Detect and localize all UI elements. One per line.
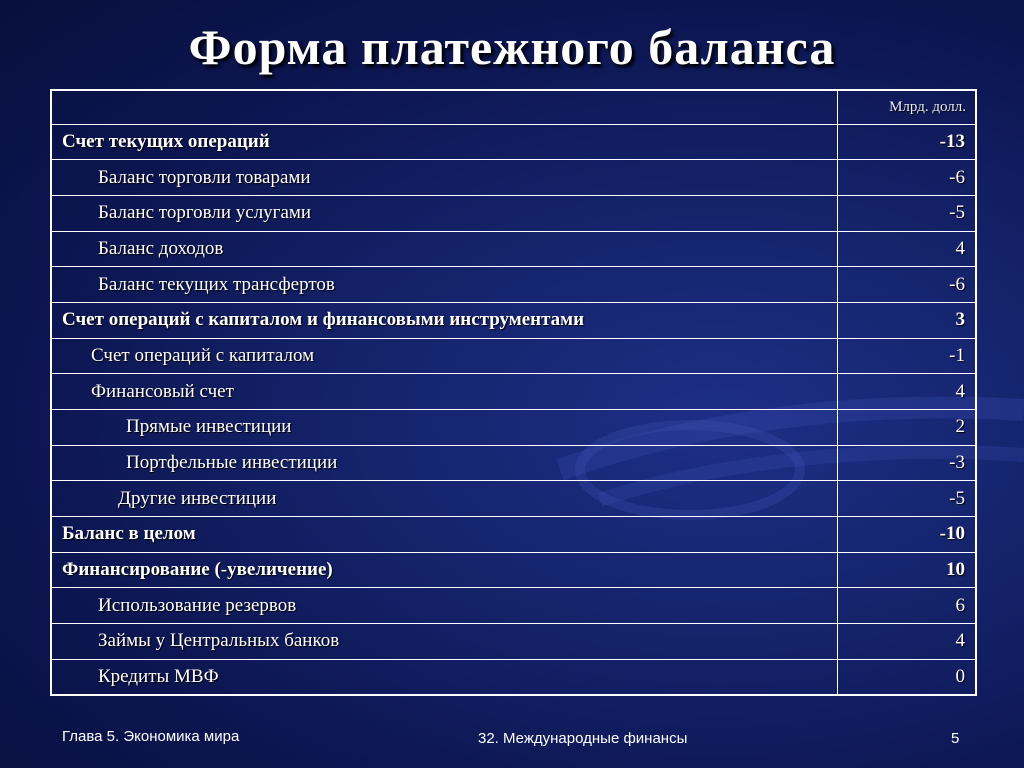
table-row [51,124,976,160]
table-row [51,374,976,410]
row-value: -3 [837,445,976,481]
row-value: -6 [837,160,976,196]
row-value: 3 [837,302,976,338]
table-row [51,160,976,196]
row-label: Баланс текущих трансфертов [51,267,837,303]
table-row [51,481,976,517]
balance-table-container [50,89,975,696]
table-row [51,231,976,267]
table-row [51,588,976,624]
row-label: Счет операций с капиталом и финансовыми инструментами [51,302,837,338]
row-value: 4 [837,374,976,410]
row-label: Финансовый счет [51,374,837,410]
table-header-row [51,90,976,124]
row-value: -10 [837,517,976,553]
table-row [51,659,976,695]
row-label: Займы у Центральных банков [51,624,837,660]
row-value: 10 [837,552,976,588]
row-value: 0 [837,659,976,695]
page-number: 5 [951,730,960,747]
table-row [51,302,976,338]
row-label: Счет операций с капиталом [51,338,837,374]
row-label: Прямые инвестиции [51,410,837,446]
balance-of-payments-table [50,89,977,696]
row-label: Счет текущих операций [51,124,837,160]
row-label: Баланс торговли услугами [51,195,837,231]
row-label: Другие инвестиции [51,481,837,517]
table-row [51,517,976,553]
row-value: 2 [837,410,976,446]
row-label: Кредиты МВФ [51,659,837,695]
row-value: -5 [837,481,976,517]
row-label: Использование резервов [51,588,837,624]
row-label: Баланс торговли товарами [51,160,837,196]
table-row [51,624,976,660]
row-value: -13 [837,124,976,160]
table-row [51,195,976,231]
unit-label: Млрд. долл. [837,90,976,124]
row-label: Финансирование (-увеличение) [51,552,837,588]
row-label: Баланс доходов [51,231,837,267]
row-value: 4 [837,624,976,660]
table-row [51,338,976,374]
header-empty-cell [51,90,837,124]
row-value: -1 [837,338,976,374]
page-title: Форма платежного баланса [188,19,836,75]
row-value: -5 [837,195,976,231]
footer-section: 32. Международные финансы [478,730,688,747]
footer-chapter: Глава 5. Экономика мира [62,728,240,745]
row-label: Портфельные инвестиции [51,445,837,481]
table-row [51,445,976,481]
row-value: 6 [837,588,976,624]
table-row [51,552,976,588]
table-row [51,410,976,446]
table-row [51,267,976,303]
row-value: -6 [837,267,976,303]
row-label: Баланс в целом [51,517,837,553]
row-value: 4 [837,231,976,267]
